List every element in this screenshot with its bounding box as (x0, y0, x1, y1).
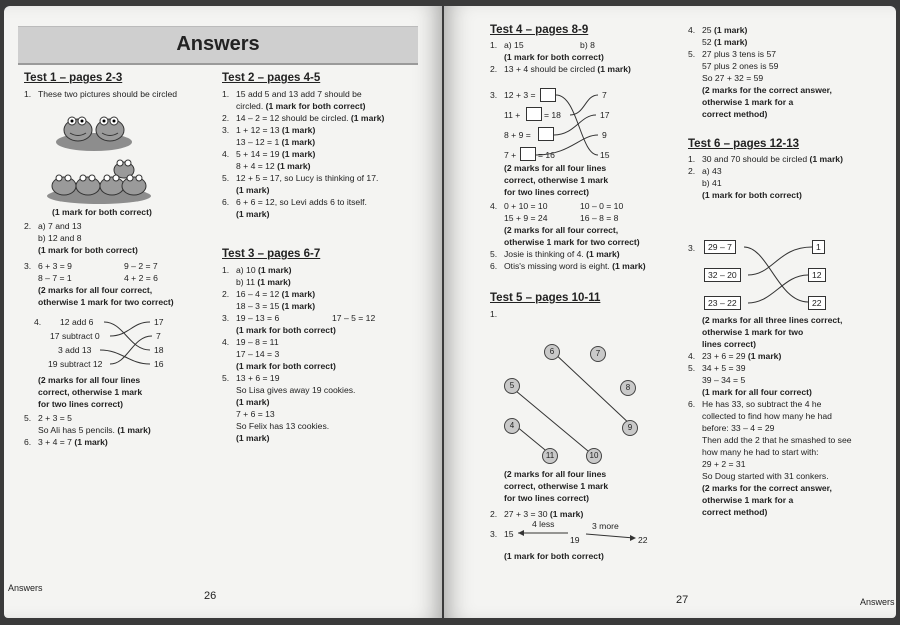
test1-q3: 3. 6 + 3 = 9 9 – 2 = 7 (24, 261, 158, 271)
test5-lines (500, 336, 660, 466)
right-page-number: 27 (676, 594, 689, 606)
test4-q3-mark: (2 marks for all four lines correct, otherwise 1 mark for two lines correct) (504, 163, 609, 197)
test1-q4-mark: (2 marks for all four lines correct, otherwise 1 mark for two lines correct) (38, 375, 143, 409)
test3-q1: 1. a) 10 (1 mark) (222, 265, 292, 275)
test4-q5: 5. Josie is thinking of 4. (1 mark) (490, 249, 620, 259)
test3-q2: 2. 16 – 4 = 12 (1 mark) (222, 289, 316, 299)
left-footer-label: Answers (8, 583, 43, 593)
test6-q3-lines (688, 240, 888, 312)
test4-q3-lines (490, 86, 690, 166)
test5-q3-mark: (1 mark for both correct) (504, 551, 604, 561)
test6-rest: (2 marks for all three lines correct, otherwise 1 mark for two lines correct) 4. 23 + 6 = 29 (1 mark) 5. 34 + 5 = 39 39 – 34 = 5 (1 mark for all four correct) 6. He has 33, so subtract the 4 he collected to find how many he had before: 33 – 4 = 29 Then add the 2 that he smashed to see how many he had to start with: 29 + 2 = 31 So Doug started with 31 conkers. (2 marks for the correct answer, otherwise 1 mark for a correct method) (688, 314, 893, 518)
test1-q3-mark: (2 marks for all four correct, otherwise 1 mark for two correct) (38, 285, 174, 307)
test3-q4: 4. 19 – 8 = 11 (222, 337, 279, 347)
test1-q4-lines (24, 316, 224, 372)
test1-q2-mark: (1 mark for both correct) (38, 245, 138, 255)
left-page (4, 6, 442, 618)
test6-q5: 5. 34 + 5 = 39 (688, 363, 746, 373)
test2-column: Test 2 – pages 4-5 1. 15 add 5 and 13 add 7 should be circled. (1 mark for both correct) 2. 14 – 2 = 12 should be circled. (1 mark) 3. 1 + 12 = 13 (1 mark) 13 – 12 = 1 (1 mark) 4. 5 + 14 = 19 (1 mark) 8 + 4 = 12 (1 mark) 5. 12 + 5 = 17, so Lucy is thinking of 17. (1 mark) 6. 6 + 6 = 12, so Levi adds 6 to itself. (1 mark) Test 3 – pages 6-7 1. a) 10 (1 mark) b) 11 (1 mark) 2. 16 – 4 = 12 (1 mark) 18 – 3 = 15 (1 mark) 3. 19 – 13 = 6 17 – 5 = 12 (1 mark for both correct) 4. 19 – 8 = 11 17 – 14 = 3 (1 mark for both correct) 5. 13 + 6 = 19 So Lisa gives away 19 cookies. (1 mark) 7 + 6 = 13 So Felix has 13 cookies. (1 mark) (222, 72, 432, 444)
answers-heading-banner (18, 26, 418, 65)
test1-q1: 1. These two pictures should be circled (24, 89, 178, 99)
test6-q3-mark: (2 marks for all three lines correct, otherwise 1 mark for two lines correct) (702, 315, 843, 349)
test2-q2: 2. 14 – 2 = 12 should be circled. (1 mark) (222, 113, 385, 123)
test5-q3-numberline: 3. 15 4 less 19 3 more 22 (1 mark for both correct) (490, 518, 700, 568)
test4-q1: 1. a) 15 b) 8 (490, 40, 595, 50)
right-footer-label: Answers (860, 597, 895, 607)
test3-q3: 3. 19 – 13 = 6 17 – 5 = 12 (222, 313, 376, 323)
test6-q6: 6. He has 33, so subtract the 4 he (688, 399, 822, 409)
test1-q5: 5. 2 + 3 = 5 (24, 413, 72, 423)
test5-q4: 4. 25 (1 mark) (688, 25, 748, 35)
test4-q2: 2. 13 + 4 should be circled (1 mark) (490, 64, 631, 74)
test6-q4: 4. 23 + 6 = 29 (1 mark) (688, 351, 782, 361)
test5-dot-diagram (500, 336, 660, 466)
test6-q6-mark: (2 marks for the correct answer, otherwise 1 mark for a correct method) (702, 483, 832, 517)
test4-q3-matching: 3. 12 + 3 = 11 + = 18 8 + 9 = 7 + = 16 7 17 9 15 (490, 86, 690, 166)
test5-q1-mark: (2 marks for all four lines correct, otherwise 1 mark for two lines correct) (504, 469, 609, 503)
test1-column: Test 1 – pages 2-3 1. These two pictures should be circled (1 mark for both correct) 2. a) 7 and 13 b) 12 and 8 (1 mark for both correct) 3. 6 + 3 = 9 9 – 2 = 7 8 – 7 = 1 4 + 2 = 6 (2 marks for all four correct, otherwise 1 mark for two correct) 4. 12 add 6 17 subtract 0 3 add 13 19 subtract 12 17 7 18 16 (2 marks for all four lines correct, otherwise 1 mark for two lines correct) 5. 2 + 3 = 5 So Ali has 5 pencils. (1 mark) 6. 3 + 4 = 7 (1 mark) (24, 72, 224, 100)
test1-q2b: b) 12 and 8 (38, 233, 82, 243)
test4-title: Test 4 – pages 8-9 (490, 24, 589, 36)
left-page-number: 26 (204, 590, 217, 602)
right-page (444, 6, 896, 618)
test1-q4-matching: 4. 12 add 6 17 subtract 0 3 add 13 19 subtract 12 17 7 18 16 (24, 316, 224, 372)
test4-column: Test 4 – pages 8-9 1. a) 15 b) 8 (1 mark for both correct) 2. 13 + 4 should be circled (1 mark) (490, 24, 690, 75)
dot-5: 5 (504, 378, 520, 394)
test6-q1: 1. 30 and 70 should be circled (1 mark) (688, 154, 843, 164)
page-heading: Answers (176, 33, 260, 55)
test3-q5: 5. 13 + 6 = 19 (222, 373, 280, 383)
dot-9: 9 (622, 420, 638, 436)
dot-4: 4 (504, 418, 520, 434)
test2-q3: 3. 1 + 12 = 13 (1 mark) (222, 125, 316, 135)
test5-q5: 5. 27 plus 3 tens is 57 (688, 49, 777, 59)
test5-q5-mark: (2 marks for the correct answer, otherwise 1 mark for a correct method) (702, 85, 832, 119)
test6-q3-matching: 3. 29 – 7 32 – 20 23 – 22 1 12 22 (688, 240, 888, 312)
dot-6: 6 (544, 344, 560, 360)
test1-q2a: 2. a) 7 and 13 (24, 221, 82, 231)
test5-continued-column: 4. 25 (1 mark) 52 (1 mark) 5. 27 plus 3 tens is 57 57 plus 2 ones is 59 So 27 + 32 = 59 (2 marks for the correct answer, otherwise 1 mark for a correct method) Test 6 – pages 12-13 1. 30 and 70 should be circled (1 mark) 2. a) 43 b) 41 (1 mark for both correct) (688, 24, 888, 201)
test3-title: Test 3 – pages 6-7 (222, 248, 321, 260)
dot-10: 10 (586, 448, 602, 464)
test6-q2: 2. a) 43 (688, 166, 722, 176)
test4-rest: (2 marks for all four lines correct, otherwise 1 mark for two lines correct) 4. 0 + 10 = 10 10 – 0 = 10 15 + 9 = 24 16 – 8 = 8 (2 marks for all four correct, otherwise 1 mark for two correct) 5. Josie is thinking of 4. (1 mark) 6. Otis's missing word is eight. (1 mark) Test 5 – pages 10-11 1. (490, 162, 700, 308)
test5-q2: 2. 27 + 3 = 30 (1 mark) (490, 509, 584, 519)
test2-title: Test 2 – pages 4-5 (222, 72, 321, 84)
test5-rest (490, 468, 700, 520)
test1-q6: 6. 3 + 4 = 7 (1 mark) (24, 437, 108, 447)
test6-title: Test 6 – pages 12-13 (688, 138, 800, 150)
test1-q1-mark: (1 mark for both correct) (52, 207, 152, 217)
test5-title: Test 5 – pages 10-11 (490, 292, 601, 304)
test1-title: Test 1 – pages 2-3 (24, 72, 123, 84)
dot-7: 7 (590, 346, 606, 362)
test4-q4-mark: (2 marks for all four correct, otherwise 1 mark for two correct) (504, 225, 640, 247)
frogs-picture-1 (54, 108, 134, 152)
dot-11: 11 (542, 448, 558, 464)
frogs-picture-2 (44, 156, 154, 206)
test2-q4: 4. 5 + 14 = 19 (1 mark) (222, 149, 316, 159)
test2-q6: 6. 6 + 6 = 12, so Levi adds 6 to itself. (222, 197, 367, 207)
dot-8: 8 (620, 380, 636, 396)
test4-q6: 6. Otis's missing word is eight. (1 mark) (490, 261, 646, 271)
test2-q1: 1. 15 add 5 and 13 add 7 should be (222, 89, 362, 99)
test2-q5: 5. 12 + 5 = 17, so Lucy is thinking of 17. (222, 173, 379, 183)
test4-q4: 4. 0 + 10 = 10 10 – 0 = 10 (490, 201, 624, 211)
